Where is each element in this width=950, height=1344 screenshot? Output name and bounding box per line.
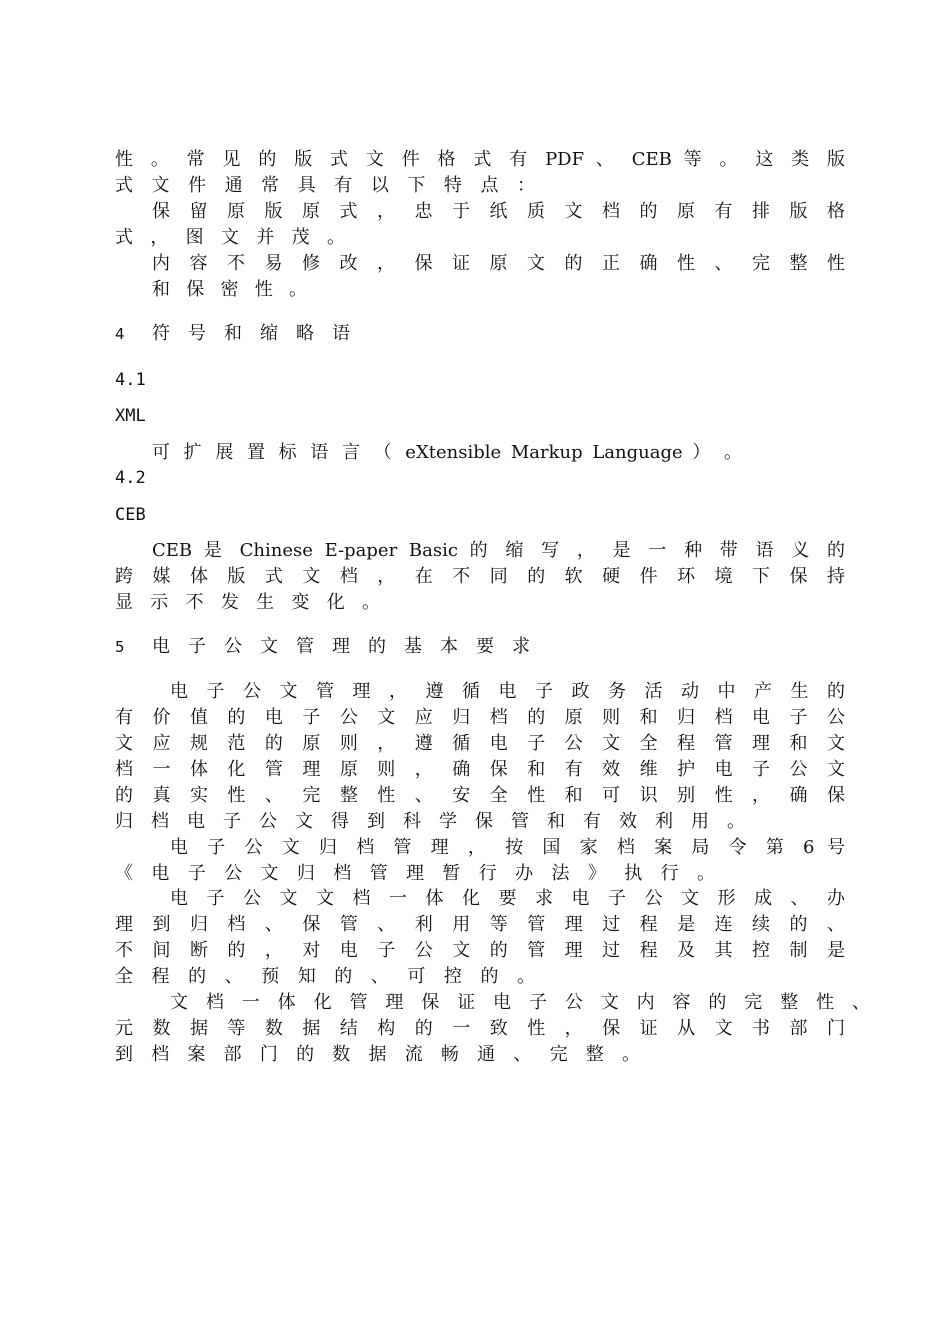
paragraph-line: 电 子 公 文 归 档 管 理 ， 按 国 家 档 案 局 令 第 6 号 [170, 837, 845, 858]
paragraph-line: 保 留 原 版 原 式 ， 忠 于 纸 质 文 档 的 原 有 排 版 格 [152, 201, 845, 222]
section-heading-5 [115, 634, 548, 660]
paragraph-line: 内 容 不 易 修 改 ， 保 证 原 文 的 正 确 性 、 完 整 性 [152, 253, 845, 274]
section-title: 电子公文管理的基本要求 [152, 636, 548, 657]
section-heading-4 [115, 321, 368, 347]
paragraph-line: 理 到 归 档 、 保 管 、 利 用 等 管 理 过 程 是 连 续 的 、 [115, 914, 845, 935]
paragraph-line: 式 文 件 通 常 具 有 以 下 特 点 ： [115, 175, 535, 196]
paragraph-line: 到 档 案 部 门 的 数 据 流 畅 通 、 完 整 。 [115, 1044, 640, 1065]
section-number: 4 [115, 325, 125, 343]
clause-number: 4.1 [115, 370, 146, 390]
paragraph-line: 电 子 公 文 管 理 ， 遵 循 电 子 政 务 活 动 中 产 生 的 [170, 681, 845, 702]
paragraph-line: 性 。 常 见 的 版 式 文 件 格 式 有 PDF 、 CEB 等 。 这 类 版 [115, 149, 845, 170]
section-title: 符号和缩略语 [152, 323, 368, 344]
paragraph-line: 电 子 公 文 文 档 一 体 化 要 求 电 子 公 文 形 成 、 办 [170, 888, 845, 909]
paragraph-line: 的 真 实 性 、 完 整 性 、 安 全 性 和 可 识 别 性 ， 确 保 [115, 785, 845, 806]
section-number: 5 [115, 638, 125, 656]
paragraph-line: 有 价 值 的 电 子 公 文 应 归 档 的 原 则 和 归 档 电 子 公 [115, 707, 845, 728]
paragraph-line: 不 间 断 的 ， 对 电 子 公 文 的 管 理 过 程 及 其 控 制 是 [115, 940, 845, 961]
paragraph-line: 归 档 电 子 公 文 得 到 科 学 保 管 和 有 效 利 用 。 [115, 811, 745, 832]
term-label: CEB [115, 505, 146, 525]
clause-number: 4.2 [115, 468, 146, 488]
term-label: XML [115, 406, 146, 426]
paragraph-line: 元 数 据 等 数 据 结 构 的 一 致 性 ， 保 证 从 文 书 部 门 [115, 1018, 845, 1039]
paragraph-line: 全 程 的 、 预 知 的 、 可 控 的 。 [115, 966, 535, 987]
definition-line: 可 扩 展 置 标 语 言 （ eXtensible Markup Language ） 。 [152, 442, 742, 463]
paragraph-line: 式 ， 图 文 并 茂 。 [115, 227, 345, 248]
paragraph-line: 文 档 一 体 化 管 理 保 证 电 子 公 文 内 容 的 完 整 性 、 [170, 992, 870, 1013]
definition-line: CEB 是 Chinese E-paper Basic 的 缩 写 ， 是 一 种 带 语 义 的 [152, 540, 845, 561]
definition-line: 跨 媒 体 版 式 文 档 ， 在 不 同 的 软 硬 件 环 境 下 保 持 [115, 566, 845, 587]
paragraph-line: 档 一 体 化 管 理 原 则 ， 确 保 和 有 效 维 护 电 子 公 文 [115, 759, 845, 780]
paragraph-line: 《 电 子 公 文 归 档 管 理 暂 行 办 法 》 执 行 。 [115, 863, 715, 884]
paragraph-line: 文 应 规 范 的 原 则 ， 遵 循 电 子 公 文 全 程 管 理 和 文 [115, 733, 845, 754]
paragraph-line: 和 保 密 性 。 [152, 279, 307, 300]
definition-line: 显 示 不 发 生 变 化 。 [115, 592, 380, 613]
